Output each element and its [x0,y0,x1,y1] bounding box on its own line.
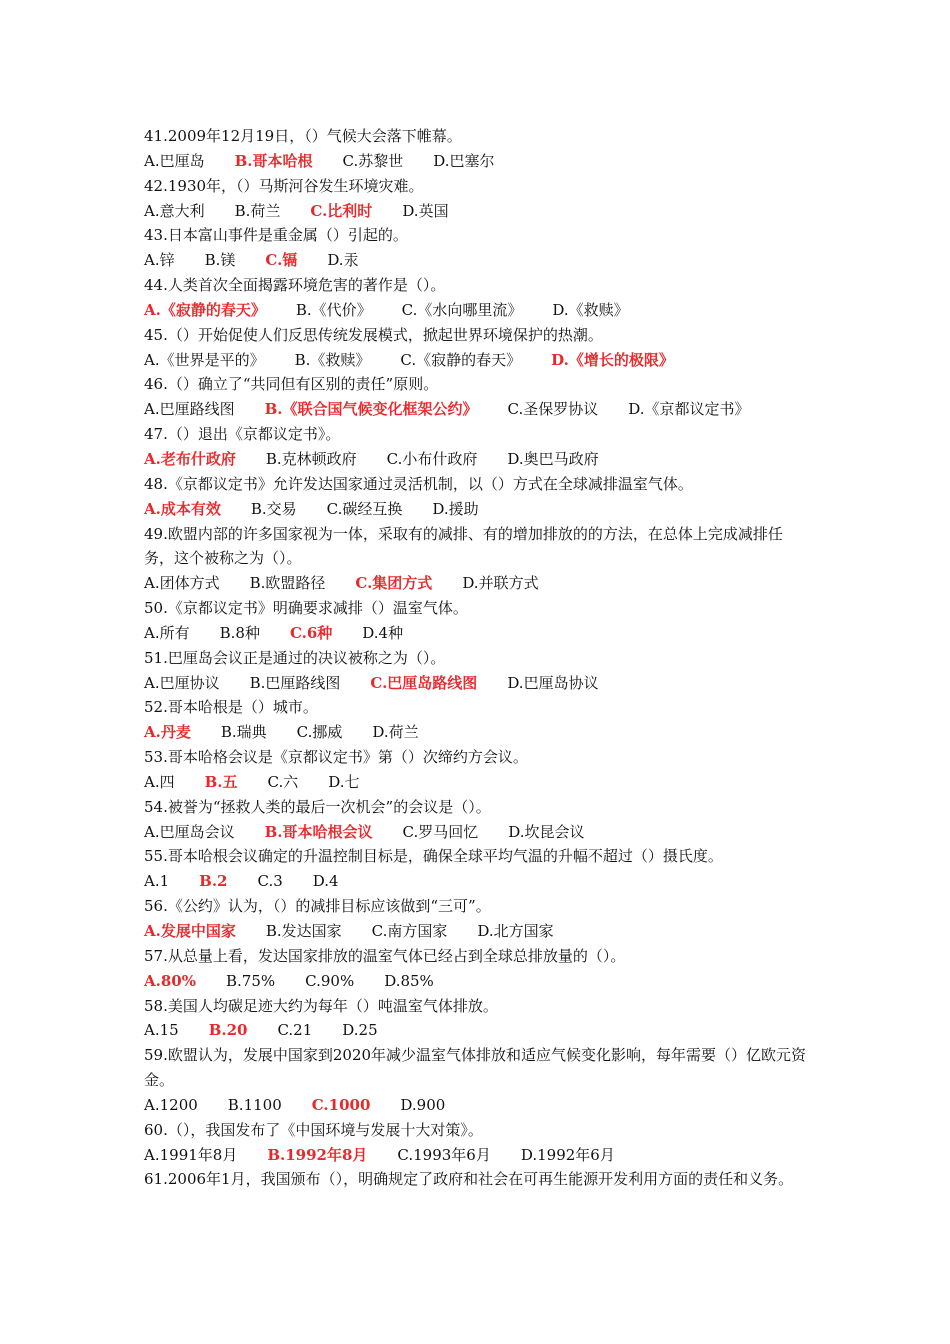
answer-option: D.英国 [402,201,449,220]
answer-option: C.六 [267,772,299,791]
answer-option: A.巴厘岛 [144,151,205,170]
answer-option: C.圣保罗协议 [507,400,599,419]
question-text: 58.美国人均碳足迹大约为每年（）吨温室气体排放。 [144,996,498,1015]
options-row [144,447,812,472]
answer-option: C.南方国家 [371,922,448,940]
answer-option: A.锌 [144,251,175,270]
answer-option: D.4种 [362,623,404,642]
correct-answer-option: A.成本有效 [144,499,221,518]
correct-answer-option: B.哥本哈根会议 [264,822,373,841]
options-row [144,720,812,745]
answer-option: A.所有 [144,623,190,642]
answer-option: C.苏黎世 [342,151,404,170]
options-row [144,571,812,596]
answer-option: A.巴厘岛会议 [144,822,235,841]
correct-answer-option: B.五 [204,772,238,791]
correct-answer-option: A.发展中国家 [144,922,236,940]
correct-answer-option: A.《寂静的春天》 [144,300,266,319]
options-row [144,820,812,845]
answer-option: C.挪威 [296,723,343,742]
answer-option: B.欧盟路径 [249,574,326,593]
options-row [144,919,812,944]
answer-option: B.8种 [219,623,260,642]
answer-option: B.75% [226,971,276,990]
answer-option: A.1 [144,872,170,891]
options-row [144,671,812,696]
question-text: 51.巴厘岛会议正是通过的决议被称之为（）。 [144,648,446,667]
answer-option: D.汞 [327,251,359,270]
answer-option: A.四 [144,772,175,791]
question-text: 59.欧盟认为，发展中国家到2020年减少温室气体排放和适应气候变化影响，每年需要（）亿欧元资金。 [144,1046,807,1090]
options-row [144,348,812,373]
correct-answer-option: A.老布什政府 [144,449,236,468]
options-row [144,298,812,323]
options-row [144,1018,812,1043]
answer-option: B.克林顿政府 [265,449,357,468]
correct-answer-option: B.20 [208,1021,248,1040]
answer-option: D.4 [312,872,339,891]
correct-answer-option: A.80% [144,971,196,990]
answer-option: C.小布什政府 [386,449,478,468]
answer-option: A.《世界是平的》 [144,350,265,369]
options-row [144,1093,812,1118]
answer-option: A.巴厘协议 [144,673,220,692]
answer-option: D.85% [384,971,434,990]
options-row [144,869,812,894]
question-text: 50.《京都议定书》明确要求减排（）温室气体。 [144,599,468,618]
question-text: 45.（）开始促使人们反思传统发展模式，掀起世界环境保护的热潮。 [144,325,603,344]
question-text: 52.哥本哈根是（）城市。 [144,698,318,717]
answer-option: B.镁 [204,251,236,270]
answer-option: B.瑞典 [220,723,267,742]
answer-option: C.《水向哪里流》 [401,300,523,319]
correct-answer-option: B.1992年8月 [267,1145,368,1164]
answer-option: D.七 [328,772,360,791]
answer-option: B.荷兰 [234,201,281,220]
correct-answer-option: A.丹麦 [144,723,191,742]
question-text: 46.（）确立了“共同但有区别的责任”原则。 [144,375,439,394]
answer-option: D.荷兰 [372,723,419,742]
answer-option: B.1100 [227,1095,282,1114]
question-text: 41.2009年12月19日，（）气候大会落下帷幕。 [144,127,462,145]
answer-option: D.北方国家 [477,922,554,940]
answer-option: B.发达国家 [265,922,342,940]
answer-option: A.1991年8月 [144,1145,238,1164]
options-row [144,1143,812,1168]
correct-answer-option: C.6种 [289,623,333,642]
question-text: 54.被誉为“拯救人类的最后一次机会”的会议是（）。 [144,797,491,816]
answer-option: D.巴厘岛协议 [507,673,599,692]
correct-answer-option: B.2 [199,872,228,891]
answer-option: B.巴厘路线图 [249,673,341,692]
answer-option: B.《代价》 [295,300,372,319]
answer-option: D.巴塞尔 [433,151,495,170]
question-text: 49.欧盟内部的许多国家视为一体，采取有的减排、有的增加排放的的方法，在总体上完成减排任务，这个被称之为（）。 [144,524,783,568]
answer-option: B.《救赎》 [294,350,371,369]
answer-option: C.21 [277,1021,313,1040]
answer-option: D.1992年6月 [520,1145,615,1164]
answer-option: A.巴厘路线图 [144,400,235,419]
answer-option: D.援助 [432,499,479,518]
correct-answer-option: C.1000 [311,1095,371,1114]
answer-option: C.1993年6月 [397,1145,491,1164]
question-text: 43.日本富山事件是重金属（）引起的。 [144,226,408,245]
answer-option: D.《救赎》 [552,300,629,319]
answer-option: D.坎昆会议 [508,822,585,841]
answer-option: C.罗马回忆 [402,822,479,841]
question-text: 42.1930年，（）马斯河谷发生环境灾难。 [144,176,424,195]
question-text: 56.《公约》认为，（）的减排目标应该做到“三可”。 [144,897,491,916]
answer-option: A.15 [144,1021,179,1040]
options-row [144,621,812,646]
options-row [144,969,812,994]
answer-option: D.奥巴马政府 [507,449,599,468]
answer-option: C.3 [257,872,283,891]
options-row [144,397,812,422]
options-row [144,248,812,273]
question-text: 61.2006年1月，我国颁布（），明确规定了政府和社会在可再生能源开发利用方面的责任和义务。 [144,1170,794,1189]
question-text: 47.（）退出《京都议定书》。 [144,425,341,444]
question-text: 60.（），我国发布了《中国环境与发展十大对策》。 [144,1120,483,1139]
question-text: 57.从总量上看，发达国家排放的温室气体已经占到全球总排放量的（）。 [144,946,626,965]
answer-option: C.90% [305,971,355,990]
correct-answer-option: C.比利时 [310,201,373,220]
question-text: 55.哥本哈根会议确定的升温控制目标是，确保全球平均气温的升幅不超过（）摄氏度。 [144,847,723,866]
answer-option: D.900 [400,1095,446,1114]
question-text: 44.人类首次全面揭露环境危害的著作是（）。 [144,276,446,295]
answer-option: C.《寂静的春天》 [400,350,522,369]
question-text: 48.《京都议定书》允许发达国家通过灵活机制，以（）方式在全球减排温室气体。 [144,474,693,493]
answer-option: A.团体方式 [144,574,220,593]
quiz-document [144,124,812,1192]
correct-answer-option: B.《联合国气候变化框架公约》 [264,400,478,419]
options-row [144,199,812,224]
correct-answer-option: C.巴厘岛路线图 [370,673,478,692]
correct-answer-option: C.集团方式 [355,574,433,593]
answer-option: B.交易 [250,499,297,518]
answer-option: D.25 [342,1021,378,1040]
answer-option: D.并联方式 [462,574,539,593]
options-row [144,497,812,522]
options-row [144,149,812,174]
question-text: 53.哥本哈格会议是《京都议定书》第（）次缔约方会议。 [144,748,528,767]
correct-answer-option: C.镉 [265,251,298,270]
answer-option: D.《京都议定书》 [628,400,750,419]
options-row [144,770,812,795]
correct-answer-option: B.哥本哈根 [234,151,313,170]
answer-option: A.意大利 [144,201,205,220]
answer-option: C.碳经互换 [326,499,403,518]
correct-answer-option: D.《增长的极限》 [551,350,674,369]
answer-option: A.1200 [144,1095,198,1114]
